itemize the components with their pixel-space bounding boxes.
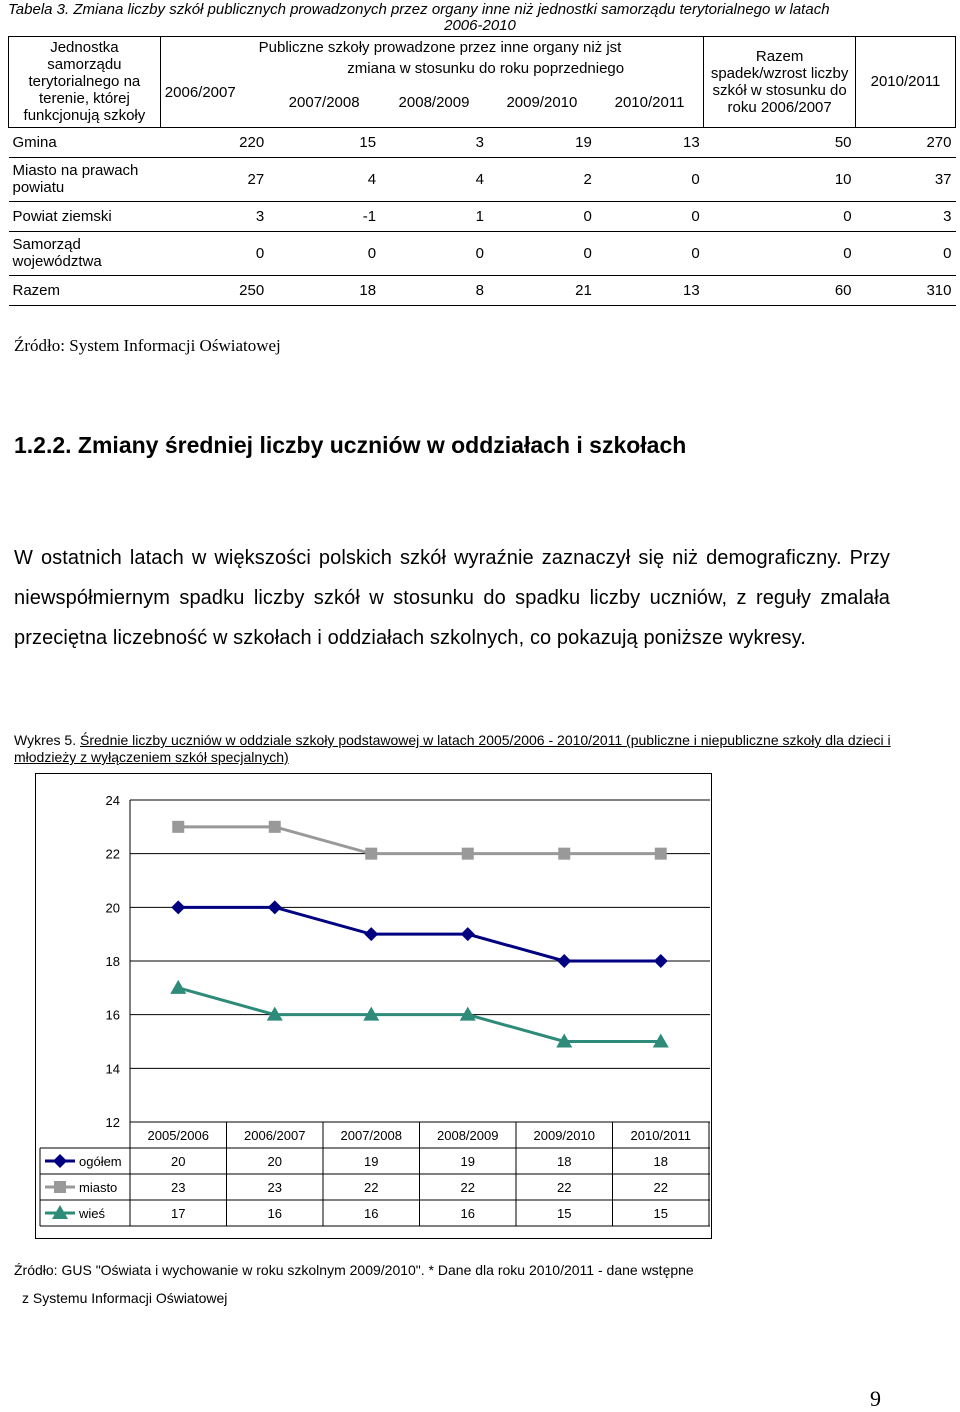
y-tick-label: 18 — [105, 954, 120, 969]
chart-source-continued: z Systemu Informacji Oświatowej — [22, 1290, 228, 1306]
table-caption-years: 2006-2010 — [444, 17, 516, 34]
x-category-label: 2007/2008 — [340, 1128, 402, 1143]
cell: 3 — [255, 207, 265, 225]
cell: 60 — [834, 281, 852, 299]
row-label: Miasto na prawach powiatu — [12, 162, 139, 196]
data-point — [268, 900, 282, 914]
row-label: Gmina — [12, 133, 57, 151]
cell: 1 — [475, 207, 484, 225]
cell: 0 — [691, 244, 700, 262]
data-point — [557, 954, 571, 968]
data-point — [172, 821, 184, 833]
cell: 37 — [934, 170, 952, 188]
header-public-schools: Publiczne szkoły prowadzone przez inne organy niż jst — [160, 37, 703, 59]
data-point — [461, 927, 475, 941]
data-table-value: 16 — [267, 1206, 282, 1221]
data-table-value: 18 — [557, 1154, 572, 1169]
cell: 0 — [843, 244, 852, 262]
cell: 13 — [683, 281, 700, 299]
chart-caption — [14, 732, 894, 766]
cell: 19 — [575, 133, 592, 151]
legend-marker — [54, 1181, 66, 1193]
data-table-value: 16 — [364, 1206, 379, 1221]
y-tick-label: 20 — [105, 900, 120, 916]
data-point — [462, 848, 474, 860]
cell: 21 — [575, 281, 592, 299]
data-point — [269, 821, 281, 833]
y-tick-label: 22 — [105, 846, 120, 862]
data-table-value: 17 — [171, 1206, 186, 1221]
cell: 0 — [583, 207, 592, 225]
data-table-value: 18 — [653, 1154, 668, 1169]
data-table-value: 22 — [653, 1180, 668, 1195]
data-table-value: 22 — [460, 1180, 475, 1195]
table-row — [9, 201, 956, 231]
cell: 10 — [834, 170, 852, 188]
cell: 3 — [943, 207, 952, 225]
cell: 310 — [926, 281, 952, 299]
y-tick-label: 12 — [105, 1115, 120, 1130]
cell: 0 — [843, 207, 852, 225]
row-label: Razem — [12, 281, 61, 299]
section-heading: 1.2.2. Zmiany średniej liczby uczniów w oddziałach i szkołach — [14, 432, 687, 458]
cell: 250 — [239, 281, 265, 299]
data-table-value: 20 — [171, 1154, 186, 1169]
page-number: 9 — [870, 1386, 881, 1411]
cell: 0 — [583, 244, 592, 262]
body-paragraph: W ostatnich latach w większości polskich szkół wyraźnie zaznaczył się niż demograficzny. Przy niewspółmiernym spadku liczby szkół w stosunku do spadku liczby uczniów, z reguły zmalała przeciętna liczebność w szkołach i oddziałach szkolnych, co pokazują poniższe wykresy. — [14, 547, 890, 649]
cell: 2 — [583, 170, 592, 188]
cell: 50 — [834, 133, 852, 151]
cell: 270 — [926, 133, 952, 151]
header-base-year: 2006/2007 — [164, 83, 236, 101]
table-row — [9, 231, 956, 275]
line-chart — [35, 773, 712, 1239]
header-final-year: 2010/2011 — [856, 37, 956, 128]
header-change-label: zmiana w stosunku do roku poprzedniego — [347, 60, 625, 77]
cell: 15 — [359, 133, 377, 151]
cell: 8 — [475, 281, 484, 299]
x-category-label: 2006/2007 — [244, 1128, 306, 1143]
x-category-label: 2005/2006 — [147, 1128, 209, 1143]
data-table-value: 23 — [267, 1180, 282, 1195]
cell: 0 — [691, 170, 700, 188]
y-tick-label: 14 — [105, 1061, 120, 1077]
header-unit: Jednostka samorządu terytorialnego na terenie, której funkcjonują szkoły — [9, 37, 161, 128]
cell: 0 — [255, 244, 265, 262]
data-table-value: 15 — [653, 1206, 668, 1221]
row-label: Samorząd województwa — [12, 236, 102, 270]
header-total: Razem spadek/wzrost liczby szkół w stosunku do roku 2006/2007 — [704, 37, 856, 128]
table-row — [9, 275, 956, 305]
data-table-value: 16 — [460, 1206, 475, 1221]
x-category-label: 2009/2010 — [533, 1128, 595, 1143]
cell: 13 — [683, 133, 700, 151]
data-point — [170, 980, 186, 994]
data-table-value: 23 — [171, 1180, 186, 1195]
data-table-value: 22 — [557, 1180, 572, 1195]
series-line-1 — [178, 827, 661, 854]
data-point — [558, 848, 570, 860]
chart-caption-title: Średnie liczby uczniów w oddziale szkoły podstawowej w latach 2005/2006 - 2010/2011 (publiczne i niepubliczne szkoły dla dzieci i młodzieży z wyłączeniem szkół specjalnych) — [14, 732, 891, 765]
chart-source: Źródło: GUS "Oświata i wychowanie w roku szkolnym 2009/2010". * Dane dla roku 2010/2011 - dane wstępne — [14, 1262, 694, 1278]
header-year-3: 2009/2010 — [506, 94, 578, 112]
legend-marker — [53, 1154, 67, 1168]
table-row — [9, 157, 956, 201]
series-line-0 — [178, 907, 661, 961]
cell: -1 — [362, 207, 377, 225]
table-row — [9, 127, 956, 157]
data-table-value: 19 — [364, 1154, 379, 1169]
cell: 220 — [239, 133, 265, 151]
cell: 0 — [943, 244, 952, 262]
data-table-value: 20 — [267, 1154, 282, 1169]
legend-label: miasto — [79, 1180, 118, 1195]
cell: 3 — [475, 133, 484, 151]
legend-label: wieś — [79, 1206, 106, 1221]
data-point — [654, 954, 668, 968]
y-tick-label: 24 — [105, 793, 120, 808]
cell: 4 — [475, 170, 484, 188]
data-point — [171, 900, 185, 914]
data-point — [365, 848, 377, 860]
cell: 0 — [475, 244, 484, 262]
legend-label: ogółem — [79, 1154, 122, 1169]
data-table-value: 22 — [364, 1180, 379, 1195]
table-source: Źródło: System Informacji Oświatowej — [14, 336, 281, 355]
data-table-value: 15 — [557, 1206, 572, 1221]
x-category-label: 2010/2011 — [630, 1128, 691, 1143]
cell: 0 — [691, 207, 700, 225]
row-label: Powiat ziemski — [12, 207, 112, 225]
header-year-4: 2010/2011 — [614, 94, 685, 112]
data-table-value: 19 — [460, 1154, 475, 1169]
schools-table — [8, 36, 956, 306]
header-year-2: 2008/2009 — [398, 94, 470, 112]
table-caption: Tabela 3. Zmiana liczby szkół publicznych prowadzonych przez organy inne niż jednostki samorządu terytorialnego w latach — [8, 1, 830, 18]
chart-caption-prefix: Wykres 5. — [14, 732, 80, 748]
y-tick-label: 16 — [105, 1007, 120, 1023]
x-category-label: 2008/2009 — [437, 1128, 499, 1143]
header-year-1: 2007/2008 — [288, 94, 360, 112]
cell: 27 — [247, 170, 265, 188]
data-point — [364, 927, 378, 941]
cell: 4 — [367, 170, 377, 188]
cell: 18 — [359, 281, 377, 299]
data-point — [655, 848, 667, 860]
cell: 0 — [367, 244, 377, 262]
